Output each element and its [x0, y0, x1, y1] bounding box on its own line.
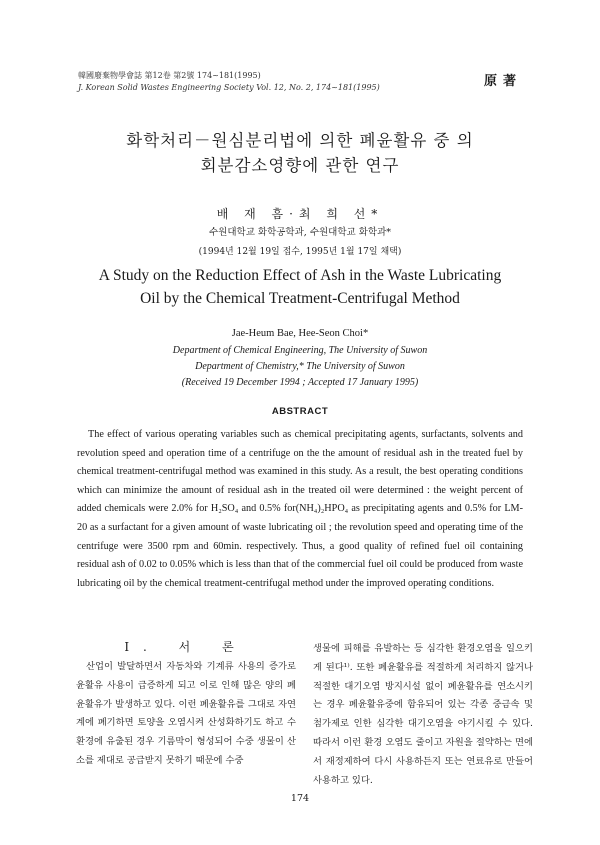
intro-paragraph-right: 생물에 피해를 유발하는 등 심각한 환경오염을 일으키게 된다¹⁾. 또한 폐윤활유를 적절하게 처리하지 않거나 적절한 대기오염 방지시설 없이 폐윤활유를 연소시키는 경우 폐윤활유중에 함유되어 있는 각종 중금속 및 첨가제로 인한 심각한 대기오염을 야기시킬 수 있다. 따라서 이런 환경 오염도 줄이고 자원을 절약하는 면에서 재정제하여 다시 사용하든지 또는 연료유로 만들어 사용하고 있다. — [313, 643, 533, 786]
intro-paragraph-left: 산업이 발달하면서 자동차와 기계류 사용의 증가로 윤활유 사용이 급증하게 되고 이로 인해 많은 양의 폐윤활유가 발생하고 있다. 이런 폐윤활유를 그대로 자연계에 폐기하면 토양을 오염시켜 산성화하기도 하고 수환경에 유출된 경우 기름막이 형성되어 수중 생물이 산소를 제대로 공급받지 못하기 때문에 수중 — [76, 661, 296, 766]
english-title-line-2: Oil by the Chemical Treatment-Centrifugal Method — [140, 290, 460, 307]
intro-column-left — [76, 658, 296, 771]
korean-affiliation: 수원대학교 화학공학과, 수원대학교 화학과* — [208, 227, 392, 238]
korean-title-line-2: 회분감소영향에 관한 연구 — [200, 156, 400, 175]
english-affiliation — [0, 343, 600, 391]
english-authors: Jae-Heum Bae, Hee-Seon Choi* — [231, 328, 369, 339]
journal-citation-english: J. Korean Solid Wastes Engineering Society Vol. 12, No. 2, 174~181(1995) — [78, 83, 380, 92]
english-dates: (Received 19 December 1994 ; Accepted 17 January 1995) — [181, 377, 419, 388]
journal-citation-korean: 韓國廢棄物學會誌 第12卷 第2號 174~181(1995) — [78, 71, 261, 80]
korean-dates: (1994년 12월 19일 접수, 1995년 1월 17일 채택) — [198, 247, 402, 257]
english-title-line-1: A Study on the Reduction Effect of Ash in the Waste Lubricating — [98, 267, 502, 284]
english-affiliation-line-2: Department of Chemistry,* The University of Suwon — [195, 361, 405, 372]
english-title — [0, 264, 600, 310]
korean-title-line-1: 화학처리－원심분리법에 의한 폐윤활유 중 의 — [126, 131, 474, 150]
korean-authors: 배 재 흠·최 희 선* — [216, 207, 384, 221]
english-affiliation-line-1: Department of Chemical Engineering, The University of Suwon — [172, 345, 428, 356]
abstract-text: The effect of various operating variables such as chemical precipitating agents, surfactants, solvents and revolution speed and operation time of a centrifuge on the the amount of residual ash in the treated fuel by chemical treatment-centrifugal method was examined in this study. As a result, the best operating conditions which can minimize the amount of residual ash in the treated oil were determined : the weight percent of added chemicals were 2.0% for H₂SO₄ and 0.5% for(NH₄)₂HPO₄ as precipitating agents and 0.5% for LM-20 as a surfactant for a given amount of waste lubricating oil ; the revolution speed and operating time of the centrifuge were 3500 rpm and 60min. respectively. Thus, a good quality of refined fuel oil containing residual ash of 0.02 to 0.05% which is less than that of the commercial fuel oil could be produced from waste lubricating oil by the chemical treatment-centrifugal method under the improved operating conditions. — [77, 429, 523, 589]
section-heading-introduction: Ⅰ. 서 론 — [124, 640, 248, 654]
page-number: 174 — [290, 793, 310, 804]
korean-title — [0, 128, 600, 178]
journal-header — [78, 70, 380, 94]
abstract-heading: ABSTRACT — [271, 406, 329, 417]
intro-column-right — [313, 640, 533, 790]
article-type-label: 原著 — [483, 74, 522, 89]
abstract-body — [77, 426, 523, 593]
